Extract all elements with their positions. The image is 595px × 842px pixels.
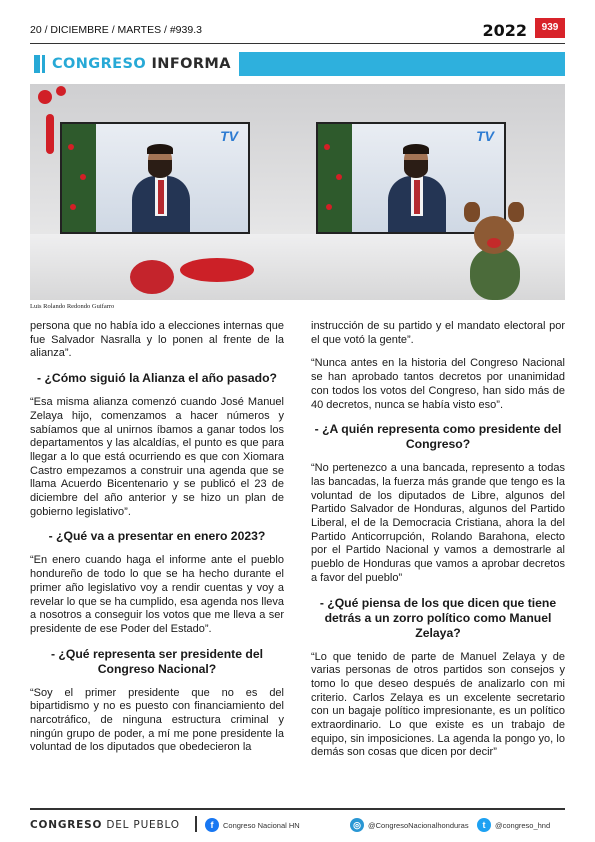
red-bowl [180, 258, 254, 282]
question-heading: - ¿Qué piensa de los que dicen que tiene detrás a un zorro político como Manuel Zelaya? [319, 595, 557, 640]
article-paragraph: “No pertenezco a una bancada, represento a todas las bancadas, la fuerza más grande que tengo es la voluntad de los diputados de Libre, algunos del Partido Salvador de Honduras, algunos del Partido Liberal, el de la Democracia Cristiana, ahora la del Partido Anticorrupción, Rolando Barahona, electo por el Partido Nacional y vamos a demostrarle al pueblo de Honduras que vamos a aprobar decretos a favor del pueblo” [311, 462, 565, 584]
instagram-link[interactable]: ◎ @CongresoNacionalhonduras [350, 818, 469, 832]
facebook-icon: f [205, 818, 219, 832]
red-ornament [130, 260, 174, 294]
question-heading: - ¿Qué va a presentar en enero 2023? [48, 529, 266, 544]
article-column-right [311, 320, 565, 770]
article-paragraph: “Soy el primer presidente que no es del bipartidismo y no es puesto con financiamiento del narcotráfico, de ninguna estructura criminal y ningún grupo de poder, a mí me pone presidente la voluntad de los diputados que obedecieron la [30, 686, 284, 754]
article-photo [30, 84, 565, 300]
page-footer [30, 808, 565, 836]
article-paragraph: “Lo que tenido de parte de Manuel Zelaya y de varias personas de otros partidos son consejos y tomo lo que deseo después de analizarlo con mi criterio. Carlos Zelaya es un excelente secretario con un bagaje político impresionante, es un político extraordinario. Lo que existe es un trabajo de equipo, sin imposiciones. La agenda la pongo yo, lo demás son cosas que dicen por decir” [311, 650, 565, 759]
year: 2022 [482, 21, 527, 40]
instagram-icon: ◎ [350, 818, 364, 832]
date-line: 20 / DICIEMBRE / MARTES / #939.3 [30, 24, 202, 36]
issue-badge: 939 [535, 18, 565, 38]
tv-logo: TV [220, 128, 238, 144]
section-mark [34, 55, 40, 73]
reindeer-plush [460, 202, 530, 300]
article-paragraph: “En enero cuando haga el informe ante el pueblo hondureño de todo lo que se ha hecho durante el primer año legislativo voy a rendir cuentas y voy a revelar lo que se ha cumplido, esa agenda nos lleva a nosotros a conseguir los votos que me lleva a ser presidente de ese Poder del Estado”. [30, 554, 284, 635]
section-banner [30, 52, 565, 76]
section-mark-thin [42, 55, 45, 73]
tv-screen-left [60, 122, 250, 234]
question-heading: - ¿A quién representa como presidente del Congreso? [314, 422, 562, 452]
page-header [30, 18, 565, 42]
photo-caption: Luis Rolando Redondo Guifarro [30, 303, 115, 310]
question-heading: - ¿Cómo siguió la Alianza el año pasado? [37, 371, 277, 386]
twitter-icon: t [477, 818, 491, 832]
question-heading: - ¿Qué representa ser presidente del Congreso Nacional? [50, 646, 263, 676]
article-paragraph: “Esa misma alianza comenzó cuando José Manuel Zelaya hijo, comenzamos a hacer números y sabíamos que al unirnos íbamos a ganar todos los departamentos y las alcaldías, el punto es que para llegar a lo que está ocurriendo es que con Xiomara Castro empezamos a construir una agenda que se llama Acuerdo Bicentenario y se publicó el 23 de diciembre del año anterior y se hizo un plan de gobierno legislativo”. [30, 396, 284, 518]
facebook-link[interactable]: f Congreso Nacional HN [205, 818, 300, 832]
tv-logo: TV [476, 128, 494, 144]
article-paragraph: persona que no había ido a elecciones internas que fue Salvador Nasralla y lo ponen al frente de la alianza”. [30, 320, 284, 360]
section-title: CONGRESO INFORMA [30, 52, 239, 76]
section-bar [210, 52, 565, 76]
person-figure [132, 146, 190, 234]
header-rule [30, 43, 565, 45]
article-paragraph: instrucción de su partido y el mandato electoral por el que votó la gente”. [311, 320, 565, 346]
twitter-link[interactable]: t @congreso_hnd [477, 818, 550, 832]
footer-brand: CONGRESO DEL PUEBLO [30, 819, 180, 831]
article-column-left [30, 320, 284, 765]
person-figure [388, 146, 446, 234]
article-paragraph: “Nunca antes en la historia del Congreso Nacional se han aprobado tantos decretos por unanimidad con todos los votos del Congreso, han sido más de 40 decretos, nunca se había visto eso”. [311, 357, 565, 411]
